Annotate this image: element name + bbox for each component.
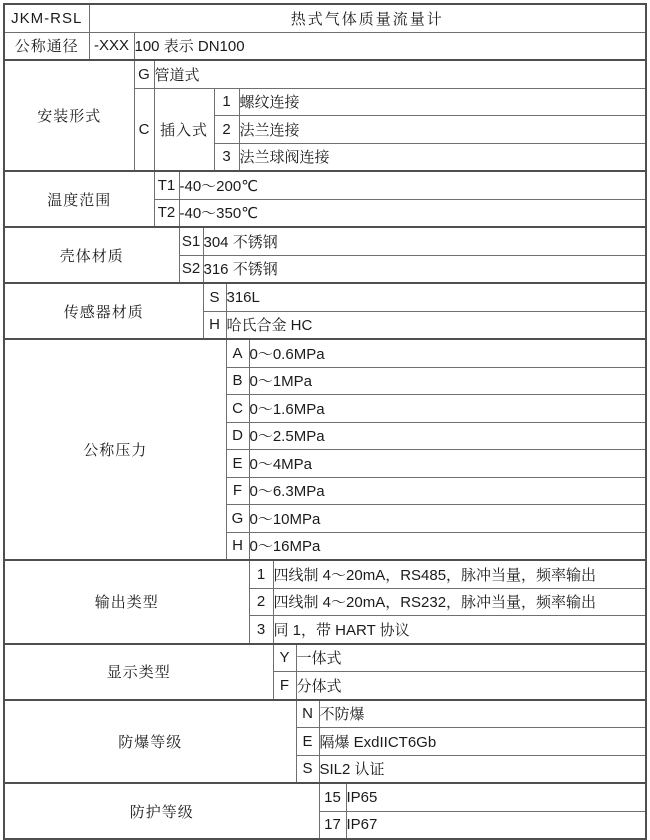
option-code-cell: T2 (154, 199, 179, 227)
option-value-cell: 316L (226, 283, 646, 311)
option-code-cell: -XXX (89, 32, 134, 60)
section-label-display: 显示类型 (4, 644, 273, 700)
table-row (4, 700, 646, 728)
table-row (4, 227, 646, 255)
table-row (4, 283, 646, 311)
option-value-cell: 0～0.6MPa (249, 339, 646, 367)
option-code-cell: C (134, 88, 154, 171)
option-code-cell: B (226, 367, 249, 395)
option-value-cell: 法兰连接 (239, 116, 646, 144)
section-label-diameter: 公称通径 (4, 32, 89, 60)
option-code-cell: T1 (154, 171, 179, 199)
model-cell: JKM-RSL (4, 4, 89, 32)
option-code-cell: S (203, 283, 226, 311)
option-code-cell: S1 (179, 227, 203, 255)
table-row (4, 4, 646, 32)
option-value-cell: 100 表示 DN100 (134, 32, 646, 60)
model-selection-table-wrapper (3, 3, 647, 840)
option-value-cell: 0～6.3MPa (249, 477, 646, 505)
option-value-cell: 0～1.6MPa (249, 395, 646, 423)
table-row (4, 60, 646, 88)
option-value-cell: 管道式 (154, 60, 646, 88)
option-code-cell: 1 (214, 88, 239, 116)
option-code-cell: H (226, 532, 249, 560)
option-value-cell: 一体式 (296, 644, 646, 672)
table-row (4, 560, 646, 588)
option-value-cell: IP67 (346, 811, 646, 839)
option-value-cell: 0～16MPa (249, 532, 646, 560)
option-code-cell: D (226, 422, 249, 450)
section-label-pressure: 公称压力 (4, 339, 226, 560)
table-row (4, 644, 646, 672)
section-label-protection: 防护等级 (4, 783, 319, 839)
option-code-cell: Y (273, 644, 296, 672)
option-code-cell: 1 (249, 560, 273, 588)
section-label-housing: 壳体材质 (4, 227, 179, 283)
table-row (4, 171, 646, 199)
option-code-cell: 17 (319, 811, 346, 839)
product-title: 热式气体质量流量计 (89, 4, 646, 32)
section-label-sensor: 传感器材质 (4, 283, 203, 339)
option-value-cell: 0～1MPa (249, 367, 646, 395)
table-row (4, 32, 646, 60)
section-label-mounting: 安装形式 (4, 60, 134, 171)
table-row (4, 339, 646, 367)
option-code-cell: 3 (214, 143, 239, 171)
section-label-temperature: 温度范围 (4, 171, 154, 227)
option-code-cell: 2 (214, 116, 239, 144)
table-row (4, 783, 646, 811)
option-code-cell: N (296, 700, 319, 728)
option-value-cell: 四线制 4～20mA，RS232，脉冲当量，频率输出 (273, 588, 646, 616)
option-value-cell: IP65 (346, 783, 646, 811)
option-code-cell: H (203, 311, 226, 339)
option-code-cell: A (226, 339, 249, 367)
option-value-cell: 同 1，带 HART 协议 (273, 616, 646, 644)
option-value-cell: -40～200℃ (179, 171, 646, 199)
option-code-cell: 2 (249, 588, 273, 616)
option-value-cell: 304 不锈钢 (203, 227, 646, 255)
option-value-cell: 0～4MPa (249, 450, 646, 478)
insertion-type-cell: 插入式 (154, 88, 214, 171)
option-code-cell: G (134, 60, 154, 88)
option-value-cell: 哈氏合金 HC (226, 311, 646, 339)
option-code-cell: C (226, 395, 249, 423)
option-code-cell: F (273, 672, 296, 700)
option-value-cell: SIL2 认证 (319, 755, 646, 783)
option-code-cell: F (226, 477, 249, 505)
option-value-cell: 四线制 4～20mA，RS485，脉冲当量，频率输出 (273, 560, 646, 588)
option-code-cell: S (296, 755, 319, 783)
option-value-cell: -40～350℃ (179, 199, 646, 227)
model-selection-table (3, 3, 647, 840)
section-label-explosion: 防爆等级 (4, 700, 296, 784)
option-code-cell: G (226, 505, 249, 533)
option-value-cell: 分体式 (296, 672, 646, 700)
option-code-cell: 15 (319, 783, 346, 811)
option-value-cell: 0～2.5MPa (249, 422, 646, 450)
option-value-cell: 螺纹连接 (239, 88, 646, 116)
option-code-cell: E (296, 728, 319, 756)
option-value-cell: 隔爆 ExdIICT6Gb (319, 728, 646, 756)
option-value-cell: 0～10MPa (249, 505, 646, 533)
option-code-cell: E (226, 450, 249, 478)
option-code-cell: 3 (249, 616, 273, 644)
option-value-cell: 316 不锈钢 (203, 255, 646, 283)
section-label-output: 输出类型 (4, 560, 249, 644)
option-value-cell: 不防爆 (319, 700, 646, 728)
option-code-cell: S2 (179, 255, 203, 283)
option-value-cell: 法兰球阀连接 (239, 143, 646, 171)
